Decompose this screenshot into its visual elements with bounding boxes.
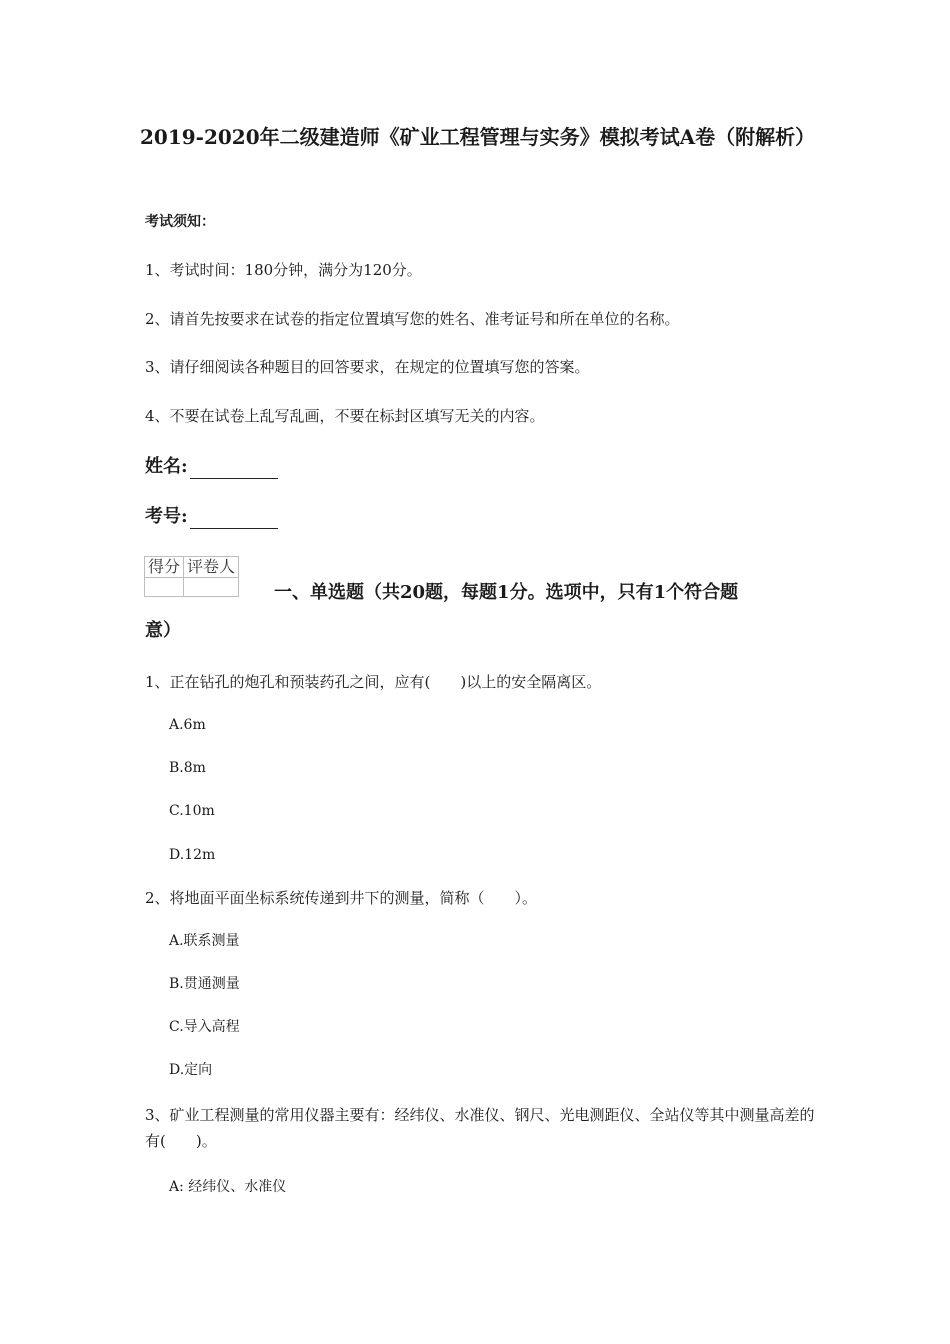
section-heading: 一、单选题（共20题，每题1分。选项中，只有1个符合题 bbox=[274, 582, 739, 603]
grader-cell[interactable] bbox=[184, 578, 239, 597]
question-stem: 2、将地面平面坐标系统传递到井下的测量，简称（ ）。 bbox=[145, 889, 538, 907]
notice-item: 3、请仔细阅读各种题目的回答要求，在规定的位置填写您的答案。 bbox=[145, 358, 590, 376]
question-option: C.导入高程 bbox=[169, 1019, 240, 1035]
name-label: 姓名: bbox=[145, 456, 188, 477]
notice-item: 2、请首先按要求在试卷的指定位置填写您的姓名、准考证号和所在单位的名称。 bbox=[145, 310, 680, 328]
question-option: D.12m bbox=[169, 847, 216, 863]
question-option: A.联系测量 bbox=[169, 933, 240, 949]
number-field bbox=[145, 505, 278, 529]
question-option: C.10m bbox=[169, 803, 215, 819]
number-blank[interactable] bbox=[190, 510, 278, 529]
name-field bbox=[145, 455, 278, 479]
question-option: D.定向 bbox=[169, 1062, 213, 1078]
notice-item: 1、考试时间：180分钟，满分为120分。 bbox=[145, 261, 422, 279]
notice-heading: 考试须知： bbox=[145, 214, 215, 230]
score-table bbox=[144, 556, 239, 597]
section-heading-cont: 意） bbox=[145, 620, 181, 641]
question-option: A.6m bbox=[169, 717, 206, 733]
question-option: A: 经纬仪、水准仪 bbox=[169, 1179, 287, 1195]
document-title: 2019-2020年二级建造师《矿业工程管理与实务》模拟考试A卷（附解析） bbox=[140, 125, 816, 149]
question-stem: 3、矿业工程测量的常用仪器主要有：经纬仪、水准仪、钢尺、光电测距仪、全站仪等其中测量高差的有( )。 bbox=[145, 1106, 815, 1150]
name-blank[interactable] bbox=[190, 460, 278, 479]
question-stem: 1、正在钻孔的炮孔和预装药孔之间，应有( )以上的安全隔离区。 bbox=[145, 673, 602, 691]
number-label: 考号: bbox=[145, 506, 188, 527]
question-option: B.8m bbox=[169, 760, 206, 776]
grader-header: 评卷人 bbox=[184, 557, 239, 578]
score-header: 得分 bbox=[145, 557, 184, 578]
question-option: B.贯通测量 bbox=[169, 976, 240, 992]
score-cell[interactable] bbox=[145, 578, 184, 597]
notice-item: 4、不要在试卷上乱写乱画，不要在标封区填写无关的内容。 bbox=[145, 407, 545, 425]
